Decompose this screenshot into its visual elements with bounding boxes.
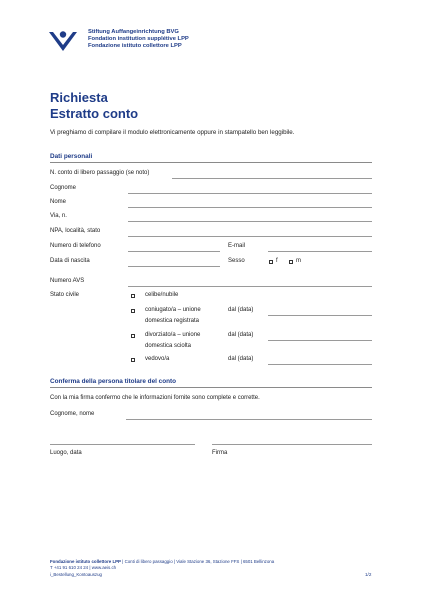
field-avs[interactable] bbox=[128, 286, 372, 287]
label-confirm-name: Cognome, nome bbox=[50, 411, 95, 417]
footer-contact: T +41 91 610 24 24 | www.aeis.ch bbox=[50, 565, 117, 571]
label-civil: Stato civile bbox=[50, 292, 80, 298]
label-civil-single: celibe/nubile bbox=[145, 292, 179, 298]
field-married-since[interactable] bbox=[268, 315, 372, 316]
field-confirm-name[interactable] bbox=[126, 419, 372, 420]
field-phone[interactable] bbox=[128, 251, 220, 252]
label-street: Via, n. bbox=[50, 213, 67, 219]
footer bbox=[50, 559, 274, 578]
label-civil-married-1: coniugato/a – unione bbox=[145, 307, 201, 313]
page-number: 1/2 bbox=[365, 572, 372, 577]
field-divorced-since[interactable] bbox=[268, 340, 372, 341]
field-widowed-since[interactable] bbox=[268, 364, 372, 365]
label-account: N. conto di libero passaggio (se noto) bbox=[50, 170, 150, 176]
organization-names bbox=[88, 29, 189, 51]
checkbox-civil-divorced[interactable] bbox=[131, 334, 135, 338]
label-sex-f: f bbox=[276, 258, 278, 264]
label-widowed-since: dal (data) bbox=[228, 356, 254, 362]
field-street[interactable] bbox=[128, 221, 372, 222]
section-heading-personal: Dati personali bbox=[50, 153, 372, 163]
checkbox-civil-single[interactable] bbox=[131, 294, 135, 298]
label-email: E-mail bbox=[228, 243, 246, 249]
field-place-date[interactable] bbox=[50, 444, 195, 445]
label-sex: Sesso bbox=[228, 258, 245, 264]
label-city: NPA, località, stato bbox=[50, 228, 101, 234]
footer-address: | Conti di libero passaggio | Viale Stazione 36, Stazione FFS | 6501 Bellinzona bbox=[120, 559, 275, 564]
checkbox-civil-married[interactable] bbox=[131, 309, 135, 313]
footer-org: Fondazione istituto collettore LPP bbox=[50, 559, 121, 564]
footer-doc-id: i_Bestellung_Kontoauszug bbox=[50, 571, 102, 577]
org-name-it: Fondazione istituto collettore LPP bbox=[88, 43, 182, 50]
label-civil-divorced-2: domestica sciolta bbox=[145, 343, 192, 349]
foundation-logo-icon bbox=[48, 30, 78, 54]
checkbox-sex-f[interactable] bbox=[269, 260, 273, 264]
confirm-text: Con la mia firma confermo che le informazioni fornite sono complete e corrette. bbox=[50, 395, 260, 401]
title-line-2: Estratto conto bbox=[50, 106, 139, 121]
label-phone: Numero di telefono bbox=[50, 243, 101, 249]
title-line-1: Richiesta bbox=[50, 90, 108, 105]
label-place-date: Luogo, data bbox=[50, 450, 82, 456]
label-divorced-since: dal (data) bbox=[228, 332, 254, 338]
label-sex-m: m bbox=[296, 258, 301, 264]
field-name[interactable] bbox=[128, 207, 372, 208]
label-avs: Numero AVS bbox=[50, 278, 85, 284]
label-birth: Data di nascita bbox=[50, 258, 90, 264]
label-name: Nome bbox=[50, 199, 67, 205]
field-signature[interactable] bbox=[212, 444, 372, 445]
label-civil-divorced-1: divorziato/a – unione bbox=[145, 332, 201, 338]
label-civil-widowed: vedovo/a bbox=[145, 356, 170, 362]
intro-text: Vi preghiamo di compilare il modulo elettronicamente oppure in stampatello ben leggibile. bbox=[50, 129, 295, 136]
field-surname[interactable] bbox=[128, 193, 372, 194]
label-surname: Cognome bbox=[50, 185, 77, 191]
label-civil-married-2: domestica registrata bbox=[145, 318, 200, 324]
org-name-de: Stiftung Auffangeinrichtung BVG bbox=[88, 29, 179, 35]
section-heading-confirm: Conferma della persona titolare del conto bbox=[50, 378, 372, 388]
label-married-since: dal (data) bbox=[228, 307, 254, 313]
checkbox-civil-widowed[interactable] bbox=[131, 358, 135, 362]
document-title bbox=[50, 90, 138, 122]
field-city[interactable] bbox=[128, 236, 372, 237]
checkbox-sex-m[interactable] bbox=[289, 260, 293, 264]
field-account[interactable] bbox=[172, 178, 372, 179]
org-name-fr: Fondation institution supplétive LPP bbox=[88, 36, 189, 43]
label-signature: Firma bbox=[212, 450, 228, 456]
field-email[interactable] bbox=[268, 251, 372, 252]
field-birth[interactable] bbox=[128, 266, 220, 267]
